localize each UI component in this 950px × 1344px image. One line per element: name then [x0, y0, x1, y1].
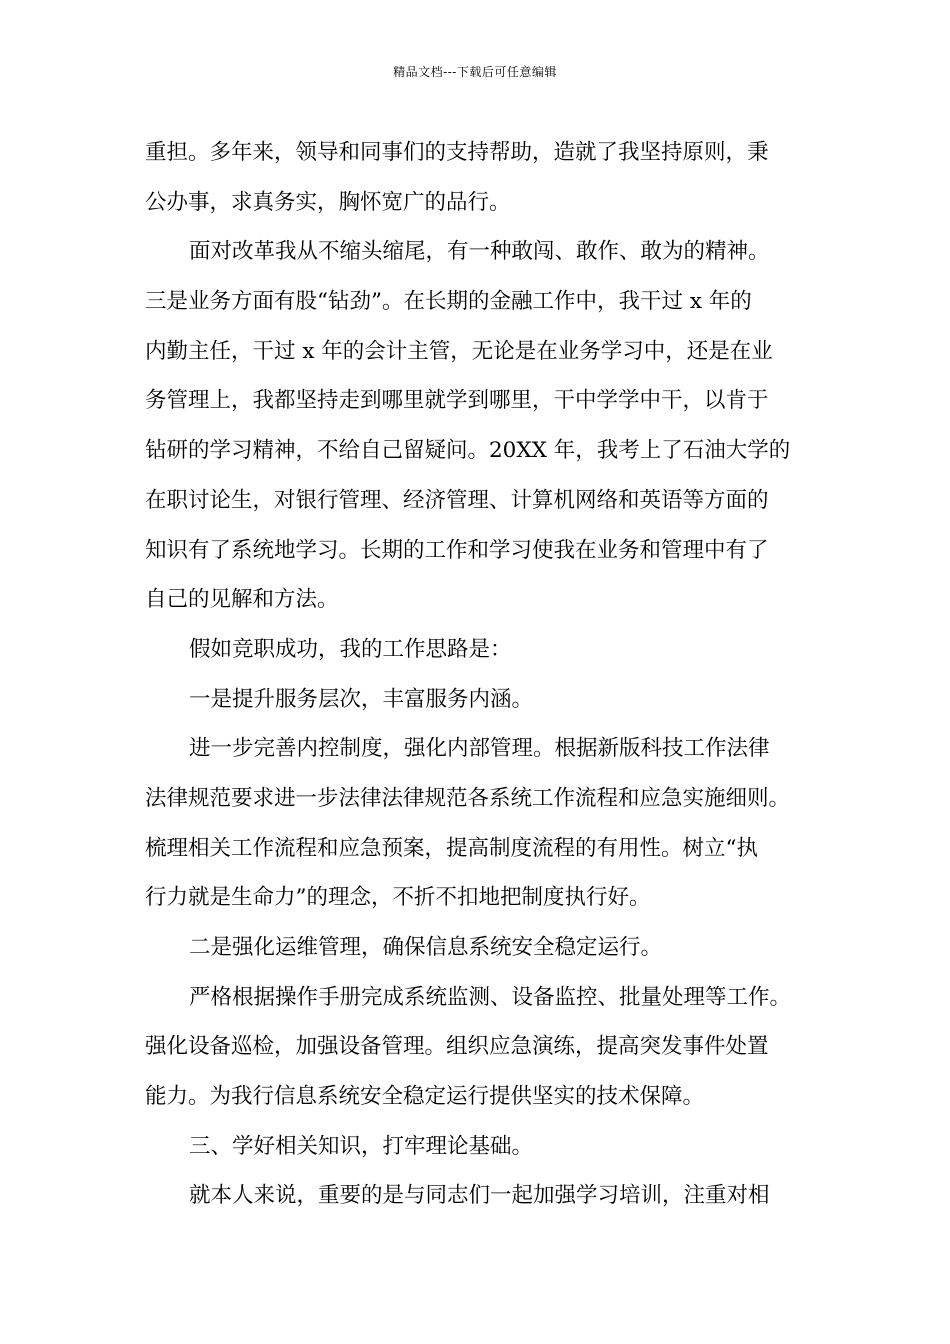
text-line-12: 一是提升服务层次，丰富服务内涵。 [189, 686, 534, 712]
text-line-3: 面对改革我从不缩头缩尾，有一种敢闯、敢作、敢为的精神。 [189, 239, 770, 265]
text-line-17: 二是强化运维管理，确保信息系统安全稳定运行。 [189, 935, 663, 960]
text-line-19: 强化设备巡检，加强设备管理。组织应急演练，提高突发事件处置 [145, 1034, 769, 1060]
text-line-13: 进一步完善内控制度，强化内部管理。根据新版科技工作法律 [189, 736, 770, 762]
text-line-4: 三是业务方面有股“钻劲”。在长期的金融工作中，我干过 x 年的 [145, 289, 752, 315]
text-line-6: 务管理上，我都坚持走到哪里就学到哪里，干中学学中干，以肯于 [145, 388, 769, 414]
text-line-18: 严格根据操作手册完成系统监测、设备监控、批量处理等工作。 [189, 984, 792, 1010]
text-line-20: 能力。为我行信息系统安全稳定运行提供坚实的技术保障。 [145, 1084, 705, 1110]
text-line-9: 知识有了系统地学习。长期的工作和学习使我在业务和管理中有了 [145, 537, 769, 563]
text-line-8: 在职讨论生，对银行管理、经济管理、计算机网络和英语等方面的 [145, 487, 769, 513]
text-line-15: 梳理相关工作流程和应急预案，提高制度流程的有用性。树立“执 [145, 835, 758, 861]
text-line-7: 钻研的学习精神，不给自己留疑问。20XX 年，我考上了石油大学的 [145, 438, 791, 464]
text-line-11: 假如竞职成功，我的工作思路是： [189, 636, 512, 662]
page-header: 精品文档---下载后可任意编辑 [393, 65, 557, 79]
text-line-21: 三、学好相关知识，打牢理论基础。 [189, 1133, 534, 1159]
text-line-1: 重担。多年来，领导和同事们的支持帮助，造就了我坚持原则，秉 [145, 140, 769, 165]
text-line-10: 自己的见解和方法。 [145, 587, 339, 613]
text-line-2: 公办事，求真务实，胸怀宽广的品行。 [145, 189, 511, 215]
text-line-5: 内勤主任，干过 x 年的会计主管，无论是在业务学习中，还是在业 [145, 338, 773, 364]
document-body [145, 128, 810, 1221]
text-line-16: 行力就是生命力”的理念，不折不扣地把制度执行好。 [145, 885, 651, 911]
text-line-22: 就本人来说，重要的是与同志们一起加强学习培训，注重对相 [189, 1183, 770, 1209]
text-line-14: 法律规范要求进一步法律法律规范各系统工作流程和应急实施细则。 [145, 785, 791, 811]
